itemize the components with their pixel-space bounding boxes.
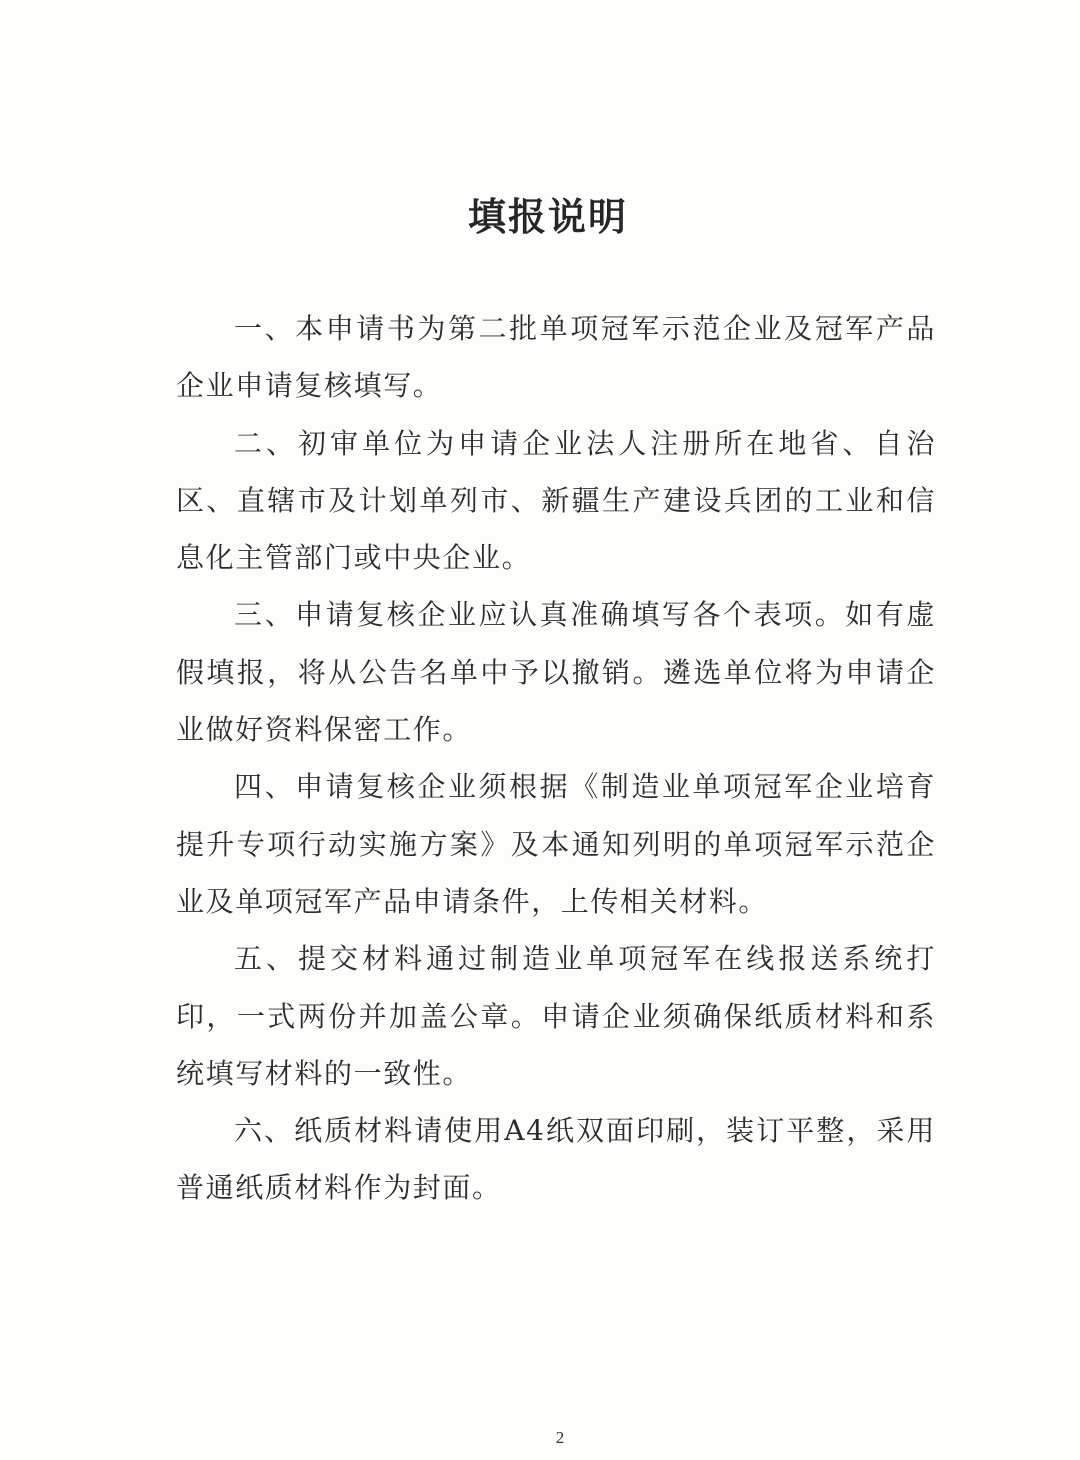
- instruction-paragraph-1: 一、本申请书为第二批单项冠军示范企业及冠军产品企业申请复核填写。: [176, 312, 936, 403]
- instruction-paragraph-4: 四、申请复核企业须根据《制造业单项冠军企业培育提升专项行动实施方案》及本通知列明的单项冠军示范企业及单项冠军产品申请条件，上传相关材料。: [176, 770, 936, 918]
- instruction-paragraph-6: 六、纸质材料请使用A4纸双面印刷，装订平整，采用普通纸质材料作为封面。: [176, 1114, 936, 1205]
- instruction-paragraph-3: 三、申请复核企业应认真准确填写各个表项。如有虚假填报，将从公告名单中予以撤销。遴选单位将为申请企业做好资料保密工作。: [176, 598, 936, 747]
- instructions-body: [176, 300, 936, 1217]
- page-number: 2: [555, 1428, 565, 1447]
- document-title: 填报说明: [467, 195, 628, 239]
- instruction-paragraph-5: 五、提交材料通过制造业单项冠军在线报送系统打印，一式两份并加盖公章。申请企业须确保纸质材料和系统填写材料的一致性。: [176, 942, 936, 1090]
- instruction-paragraph-2: 二、初审单位为申请企业法人注册所在地省、自治区、直辖市及计划单列市、新疆生产建设兵团的工业和信息化主管部门或中央企业。: [176, 426, 936, 575]
